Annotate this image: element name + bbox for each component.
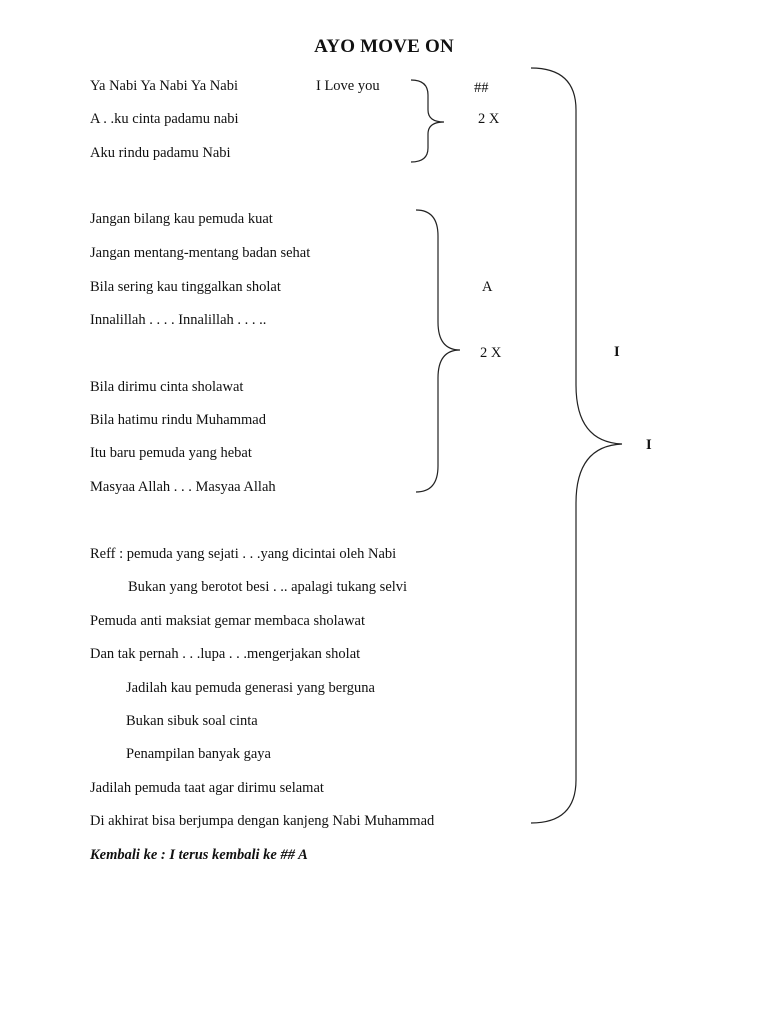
reff-line-9: Di akhirat bisa berjumpa dengan kanjeng Nabi Muhammad [90,813,435,829]
reff-line-5: Jadilah kau pemuda generasi yang berguna [126,680,375,696]
intro-line-1: Ya Nabi Ya Nabi Ya Nabi [90,78,238,94]
intro-line-2: A . .ku cinta padamu nabi [90,111,239,127]
reff-line-1: Reff : pemuda yang sejati . . .yang dicintai oleh Nabi [90,546,397,562]
verse-line-3: Bila sering kau tinggalkan sholat [90,279,281,295]
verse-line-1: Jangan bilang kau pemuda kuat [90,211,273,227]
intro-line-3: Aku rindu padamu Nabi [90,145,231,161]
verse-a-marker: A [482,279,493,295]
reff-line-7: Penampilan banyak gaya [126,746,271,762]
verse-line-2: Jangan mentang-mentang badan sehat [90,245,311,261]
verse-line-6: Bila hatimu rindu Muhammad [90,412,266,428]
intro-aside: I Love you [316,78,380,94]
verse-i-marker: I [614,344,620,360]
reff-line-2: Bukan yang berotot besi . .. apalagi tukang selvi [128,579,408,595]
verse-line-7: Itu baru pemuda yang hebat [90,445,252,461]
verse-line-8: Masyaa Allah . . . Masyaa Allah [90,479,276,495]
intro-repeat-marker: 2 X [478,111,500,127]
reff-line-4: Dan tak pernah . . .lupa . . .mengerjakan sholat [90,646,361,662]
big-brace-i-marker: I [646,437,652,453]
verse-line-5: Bila dirimu cinta sholawat [90,379,244,395]
verse-repeat-marker: 2 X [480,345,502,361]
intro-hash-marker: ## [474,80,489,96]
reff-line-8: Jadilah pemuda taat agar dirimu selamat [90,780,324,796]
intro-brace [411,80,444,162]
verse-brace [416,210,460,492]
song-brace [531,68,622,823]
verse-line-4: Innalillah . . . . Innalillah . . . .. [90,312,267,328]
reff-line-6: Bukan sibuk soal cinta [126,713,258,729]
reff-line-3: Pemuda anti maksiat gemar membaca sholawat [90,613,366,629]
return-instruction: Kembali ke : I terus kembali ke ## A [90,847,308,863]
song-title: AYO MOVE ON [314,36,454,57]
